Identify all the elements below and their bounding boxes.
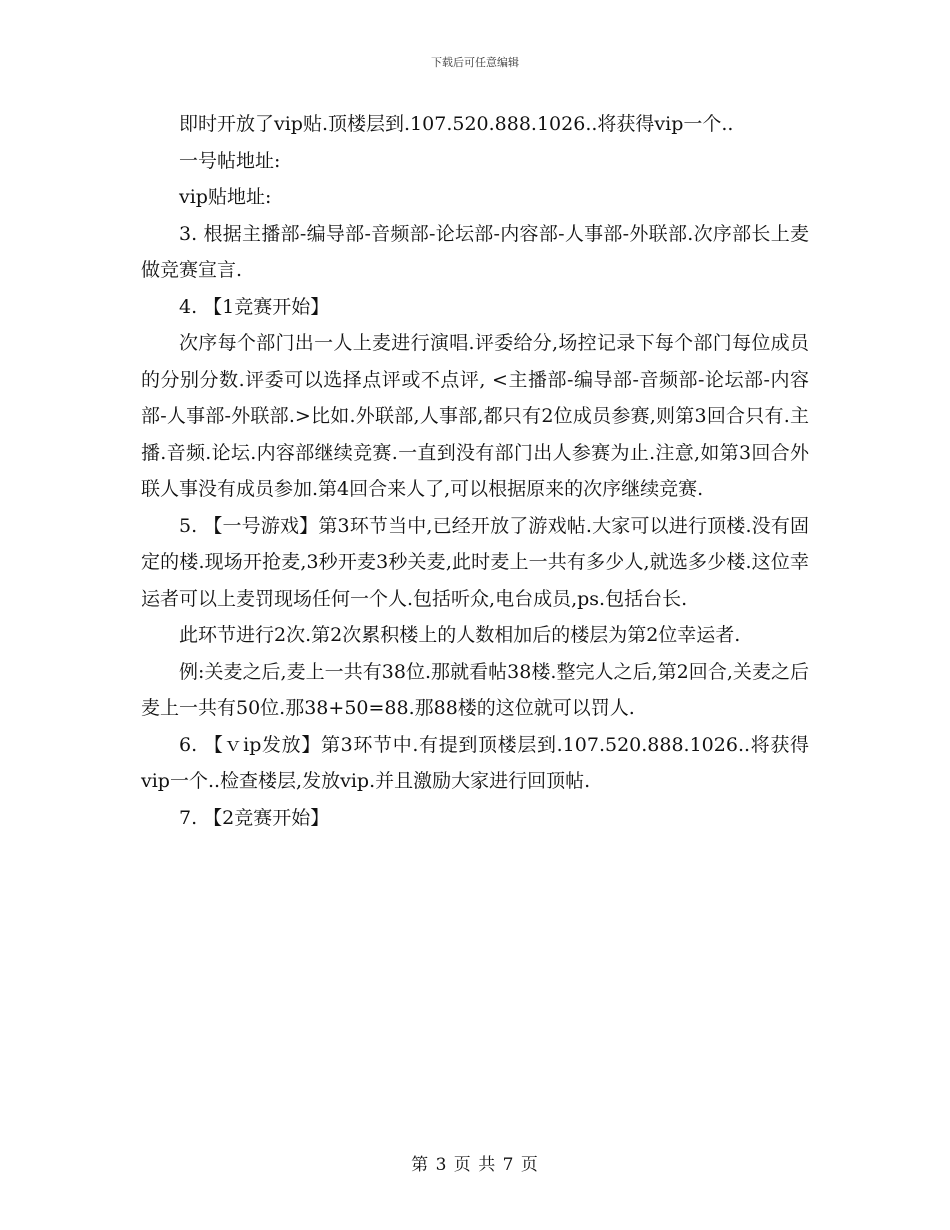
paragraph-vip-open: 即时开放了vip贴.顶楼层到.107.520.888.1026..将获得vip一个.. xyxy=(179,113,734,135)
paragraph-item-6: 6. 【ｖip发放】第3环节中.有提到顶楼层到.107.520.888.1026..将获得vip一个..检查楼层,发放vip.并且激励大家进行回顶帖. xyxy=(141,733,809,792)
paragraph-competition-rules: 次序每个部门出一人上麦进行演唱.评委给分,场控记录下每个部门每位成员的分别分数.评委可以选择点评或不点评, <主播部-编导部-音频部-论坛部-内容部-人事部-外联部.>比如.外联部,人事部,都只有2位成员参赛,则第3回合只有.主播.音频.论坛.内容部继续竞赛.一直到没有部门出人参赛为止.注意,如第3回合外联人事没有成员参加.第4回合来人了,可以根据原来的次序继续竞赛. xyxy=(141,332,809,500)
paragraph-example: 例:关麦之后,麦上一共有38位.那就看帖38楼.整完人之后,第2回合,关麦之后麦上一共有50位.那38+50=88.那88楼的这位就可以罚人. xyxy=(141,660,809,719)
paragraph-vip-post-address: vip贴地址: xyxy=(179,186,272,208)
paragraph-item-5: 5. 【一号游戏】第3环节当中,已经开放了游戏帖.大家可以进行顶楼.没有固定的楼.现场开抢麦,3秒开麦3秒关麦,此时麦上一共有多少人,就选多少楼.这位幸运者可以上麦罚现场任何一个人.包括听众,电台成员,ps.包括台长. xyxy=(141,514,809,610)
page-number-footer: 第 3 页 共 7 页 xyxy=(411,1155,539,1175)
paragraph-post-1-address: 一号帖地址: xyxy=(179,149,281,172)
document-body xyxy=(141,106,809,836)
paragraph-item-3: 3. 根据主播部-编导部-音频部-论坛部-内容部-人事部-外联部.次序部长上麦做竞赛宣言. xyxy=(141,222,809,281)
paragraph-item-7: 7. 【2竞赛开始】 xyxy=(179,806,330,829)
paragraph-item-4: 4. 【1竞赛开始】 xyxy=(179,295,330,318)
paragraph-round-twice: 此环节进行2次.第2次累积楼上的人数相加后的楼层为第2位幸运者. xyxy=(179,624,741,646)
page-header: 下载后可任意编辑 xyxy=(431,56,519,69)
